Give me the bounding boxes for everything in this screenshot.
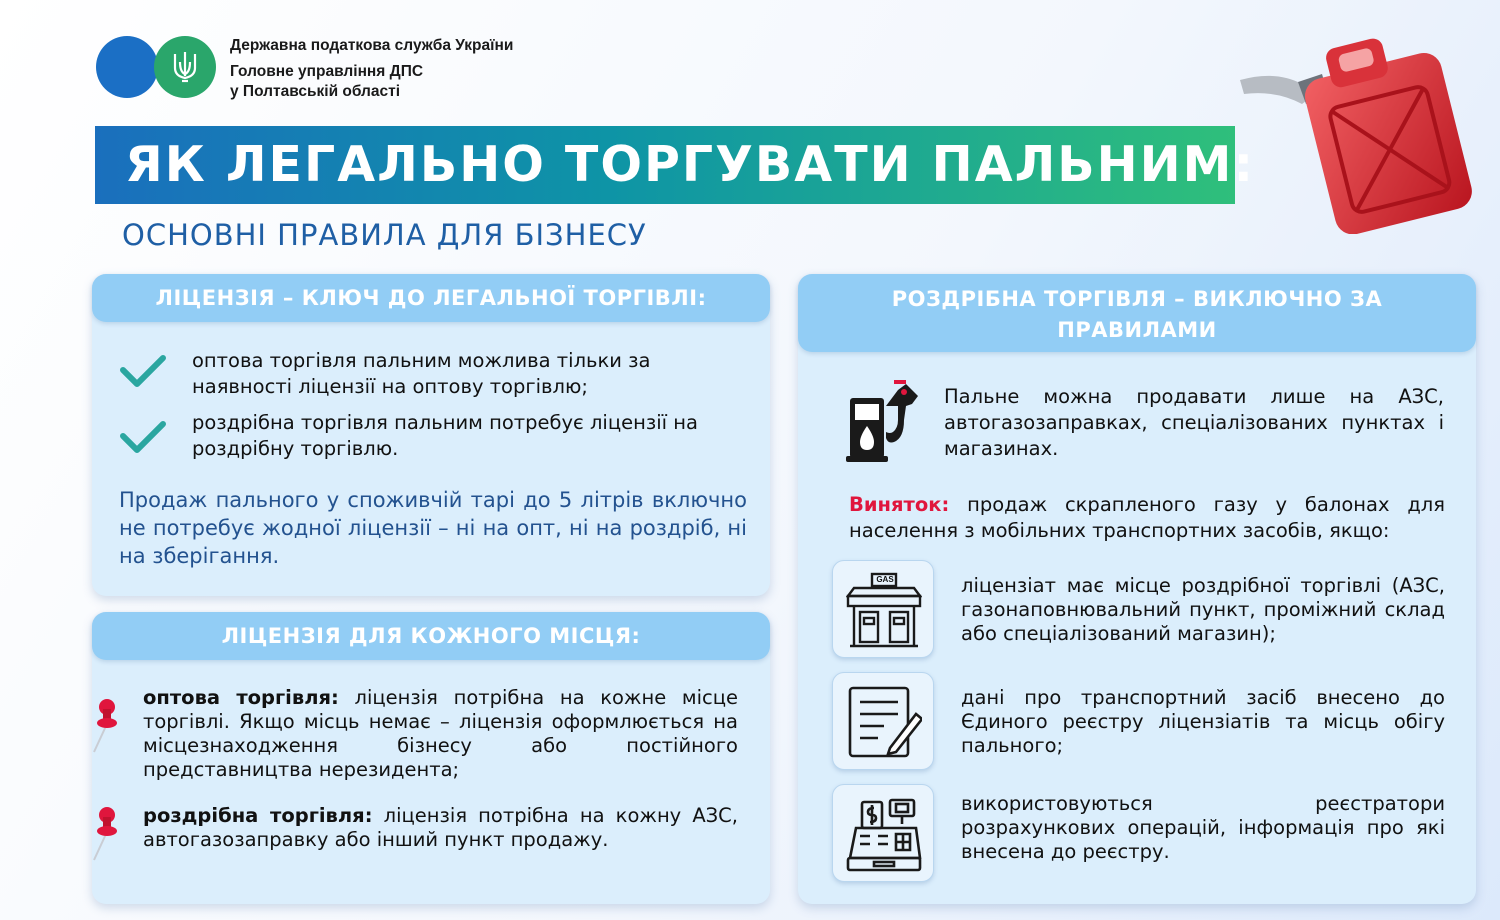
condition-2-text: дані про транспортний засіб внесено до Єдиного реєстру ліцензіатів та місць обігу пального; [961, 686, 1445, 757]
license-panel [92, 274, 770, 596]
license-item-2: роздрібна торгівля пальним потребує ліцензії на роздрібну торгівлю. [192, 411, 698, 460]
exception-text: продаж скрапленого газу у балонах для населення з мобільних транспортних засобів, якщо: [849, 493, 1445, 542]
checkmark-icon [120, 354, 166, 388]
condition-1-text: ліцензіат має місце роздрібної торгівлі (АЗС, газонаповнювальний пункт, проміжний склад або спеціалізований магазин); [961, 574, 1445, 645]
page-title: ЯК ЛЕГАЛЬНО ТОРГУВАТИ ПАЛЬНИМ: [125, 136, 1256, 193]
place-item-retail [143, 804, 738, 852]
place-item-wholesale-text: ліцензія потрібна на кожне місце торгівлі. Якщо місць немає – ліцензія оформлюється на місцезнаходження бізнесу або постійного представництва нерезидента; [143, 686, 739, 781]
pushpin-icon [92, 804, 122, 862]
logo-green-circle [154, 36, 216, 98]
license-panel-heading: ЛІЦЕНЗІЯ – КЛЮЧ ДО ЛЕГАЛЬНОЇ ТОРГІВЛІ: [92, 274, 770, 322]
org-name [230, 36, 513, 102]
document-iconbox [832, 672, 934, 770]
org-line-2: Головне управління ДПС [230, 63, 424, 80]
title-banner [95, 126, 1256, 204]
fuel-canister-icon [1236, 24, 1476, 234]
cash-register-iconbox [832, 784, 934, 882]
place-panel [92, 612, 770, 904]
page-subtitle: ОСНОВНІ ПРАВИЛА ДЛЯ БІЗНЕСУ [122, 218, 647, 252]
condition-3-text: використовуються реєстратори розрахункових операцій, інформація про які внесена до реєстру. [961, 792, 1445, 863]
retail-intro: Пальне можна продавати лише на АЗС, автогазозаправках, спеціалізованих пунктах і магазинах. [944, 385, 1444, 460]
trident-icon [172, 50, 198, 84]
place-item-retail-text: ліцензія потрібна на кожну АЗС, автогазозаправку або інший пункт продажу. [143, 804, 739, 851]
gas-sign-text: GAS [876, 575, 894, 584]
place-panel-heading: ЛІЦЕНЗІЯ ДЛЯ КОЖНОГО МІСЦЯ: [92, 612, 770, 660]
fuel-pump-icon [846, 380, 924, 464]
document-pen-icon [846, 684, 922, 760]
cash-register-icon [846, 796, 922, 872]
place-item-wholesale-term: оптова торгівля: [143, 686, 339, 709]
checkmark-icon [120, 420, 166, 454]
org-line-3: у Полтавській області [230, 83, 401, 100]
place-item-retail-term: роздрібна торгівля: [143, 804, 373, 827]
dps-logo [96, 36, 220, 98]
license-item-1: оптова торгівля пальним можлива тільки за наявності ліцензії на оптову торгівлю; [192, 349, 651, 398]
exception-label: Виняток: [849, 493, 950, 516]
org-line-1: Державна податкова служба України [230, 37, 514, 54]
retail-exception [849, 492, 1445, 544]
gas-station-iconbox [832, 560, 934, 658]
place-item-wholesale [143, 686, 738, 782]
retail-panel [798, 274, 1476, 904]
retail-panel-heading: РОЗДРІБНА ТОРГІВЛЯ – ВИКЛЮЧНО ЗА ПРАВИЛАМИ [798, 274, 1476, 352]
pushpin-icon [92, 696, 122, 754]
license-note: Продаж пального у споживчій тарі до 5 літрів включно не потребує жодної ліцензії – ні на опт, ні на роздріб, ні на зберігання. [119, 488, 747, 568]
logo-blue-circle [96, 36, 158, 98]
